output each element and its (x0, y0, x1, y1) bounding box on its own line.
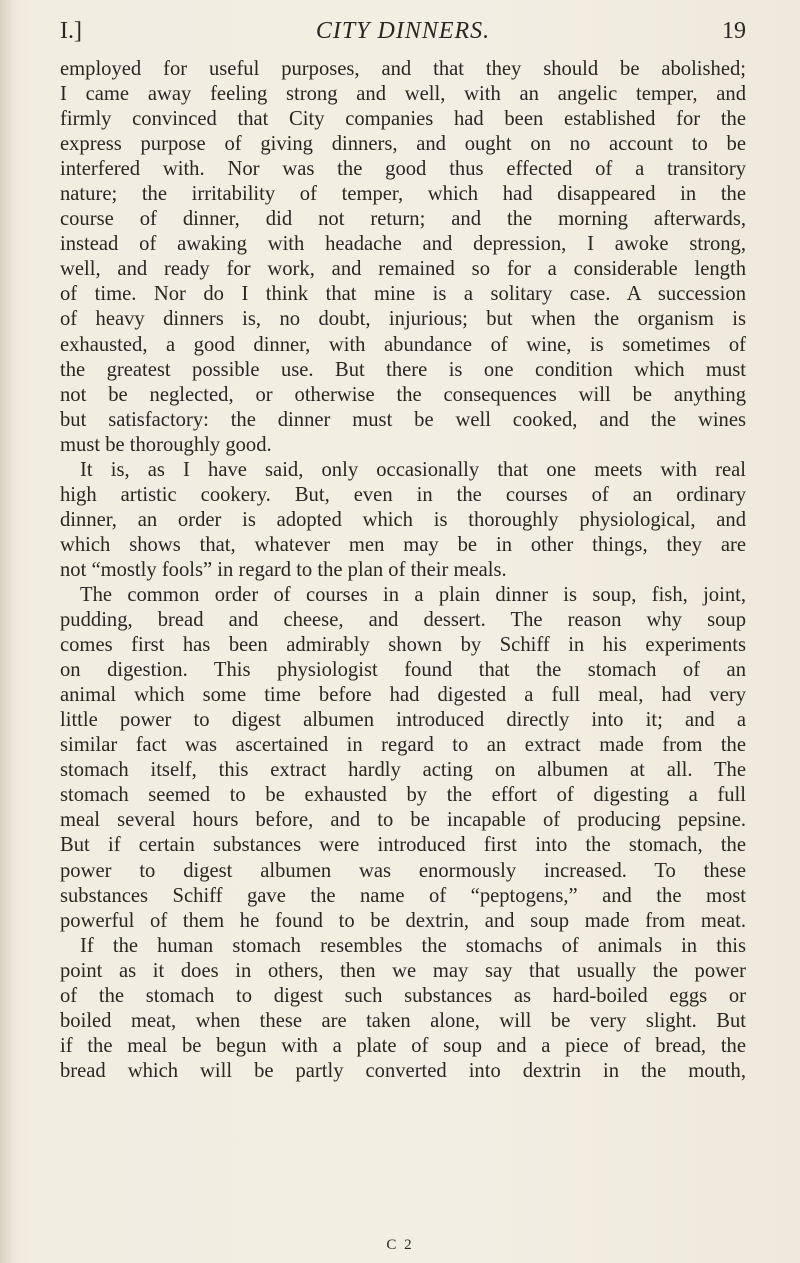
text-line: high artistic cookery. But, even in the courses of an ordinary (60, 483, 746, 506)
text-line: pudding, bread and cheese, and dessert. The reason why soup (60, 609, 746, 632)
text-line: express purpose of giving dinners, and ought on no account to be (60, 133, 746, 156)
text-line: instead of awaking with headache and depression, I awoke strong, (60, 233, 746, 256)
text-line: not be neglected, or otherwise the consequences will be anything (60, 383, 746, 406)
text-line: of heavy dinners is, no doubt, injurious; but when the organism is (60, 308, 746, 331)
text-line: of time. Nor do I think that mine is a solitary case. A succession (60, 283, 746, 306)
text-line: interfered with. Nor was the good thus effected of a transitory (60, 158, 746, 181)
text-line: stomach seemed to be exhausted by the effort of digesting a full (60, 784, 746, 807)
chapter-number: I.] (60, 18, 82, 44)
text-line: meal several hours before, and to be incapable of producing pepsine. (60, 809, 746, 832)
text-line: dinner, an order is adopted which is thoroughly physiological, and (60, 508, 746, 531)
text-line: It is, as I have said, only occasionally that one meets with real (80, 458, 746, 481)
page-number: 19 (722, 18, 746, 44)
text-line: similar fact was ascertained in regard to an extract made from the (60, 734, 746, 757)
text-line: stomach itself, this extract hardly acting on albumen at all. The (60, 759, 746, 782)
text-line: point as it does in others, then we may say that usually the power (60, 959, 746, 982)
signature-mark: C 2 (386, 1237, 414, 1253)
text-line: I came away feeling strong and well, with an angelic temper, and (60, 83, 746, 106)
text-line: well, and ready for work, and remained so for a considerable length (60, 258, 746, 281)
text-line: but satisfactory: the dinner must be well cooked, and the wines (60, 408, 746, 431)
body-text (60, 57, 746, 1084)
text-line: But if certain substances were introduced first into the stomach, the (60, 834, 746, 857)
text-line: powerful of them he found to be dextrin, and soup made from meat. (60, 909, 746, 932)
text-line: of the stomach to digest such substances as hard-boiled eggs or (60, 984, 746, 1007)
text-line: the greatest possible use. But there is one condition which must (60, 358, 746, 381)
text-line: animal which some time before had digested a full meal, had very (60, 684, 746, 707)
text-line: If the human stomach resembles the stomachs of animals in this (80, 934, 746, 957)
running-title: CITY DINNERS. (315, 18, 491, 44)
text-line: on digestion. This physiologist found that the stomach of an (60, 659, 746, 682)
text-line: power to digest albumen was enormously increased. To these (60, 859, 746, 882)
text-line: firmly convinced that City companies had been established for the (60, 108, 746, 131)
text-line: if the meal be begun with a plate of soup and a piece of bread, the (60, 1034, 746, 1057)
text-line: nature; the irritability of temper, which had disappeared in the (60, 183, 746, 206)
text-line: boiled meat, when these are taken alone, will be very slight. But (60, 1009, 746, 1032)
text-line: must be thoroughly good. (60, 433, 272, 456)
text-line: The common order of courses in a plain dinner is soup, fish, joint, (80, 583, 746, 606)
text-line: substances Schiff gave the name of “peptogens,” and the most (60, 884, 746, 907)
gutter-shadow (0, 0, 14, 1263)
text-line: little power to digest albumen introduced directly into it; and a (60, 709, 746, 732)
text-line: employed for useful purposes, and that they should be abolished; (60, 58, 746, 80)
text-line: exhausted, a good dinner, with abundance of wine, is sometimes of (60, 333, 746, 356)
running-head (60, 14, 746, 48)
text-line: which shows that, whatever men may be in other things, they are (60, 533, 746, 556)
text-line: not “mostly fools” in regard to the plan of their meals. (60, 558, 507, 581)
text-line: comes first has been admirably shown by Schiff in his experiments (60, 634, 746, 657)
text-line: course of dinner, did not return; and the morning afterwards, (60, 208, 746, 231)
text-line: bread which will be partly converted into dextrin in the mouth, (60, 1059, 746, 1082)
